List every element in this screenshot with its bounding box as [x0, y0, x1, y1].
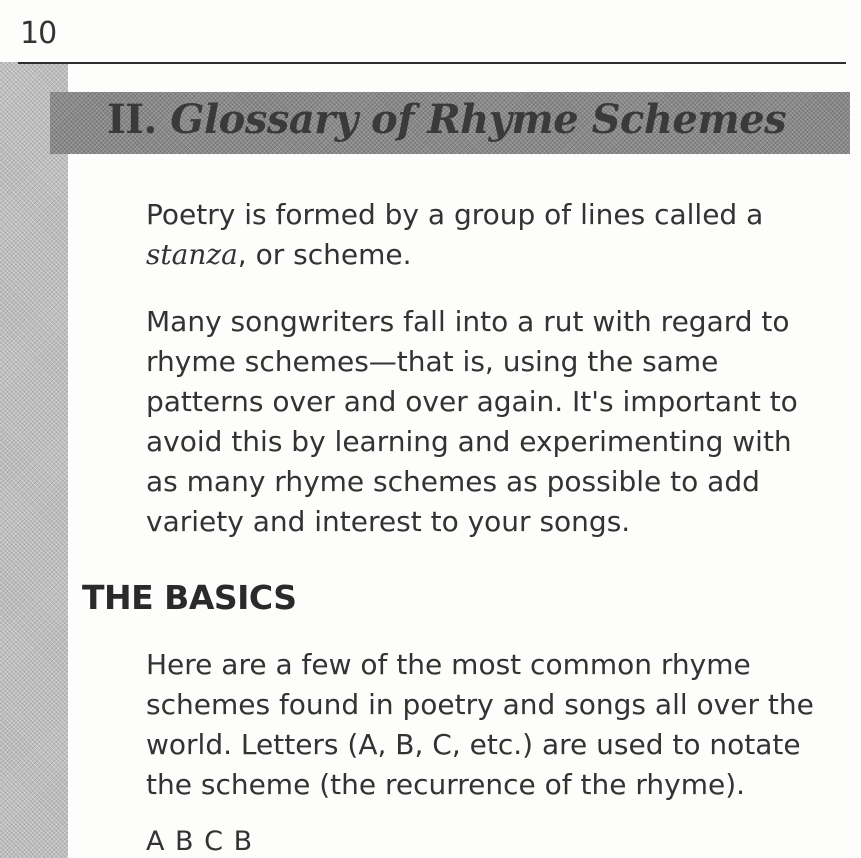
paragraph-line: Here are a few of the most common rhyme [146, 648, 751, 681]
header-rule [18, 62, 846, 64]
paragraph-line: variety and interest to your songs. [146, 505, 631, 538]
chapter-title [107, 96, 786, 143]
paragraph-line: avoid this by learning and experimenting with [146, 425, 792, 458]
paragraph-line: world. Letters (A, B, C, etc.) are used to notate [146, 728, 801, 761]
paragraph-line: Many songwriters fall into a rut with regard to [146, 305, 790, 338]
paragraph-line: as many rhyme schemes as possible to add [146, 465, 760, 498]
chapter-numeral: II. [107, 96, 157, 143]
paragraph-line: patterns over and over again. It's important to [146, 385, 798, 418]
page-number-area [0, 0, 68, 62]
chapter-title-bar [50, 92, 850, 154]
paragraph-line [146, 235, 846, 275]
intro-paragraph-1 [146, 195, 846, 275]
section-heading-basics: THE BASICS [82, 578, 297, 617]
paragraph-fragment: , or scheme. [237, 238, 412, 271]
paragraph-line: Poetry is formed by a group of lines called a [146, 198, 764, 231]
paragraph-line: the scheme (the recurrence of the rhyme). [146, 768, 746, 801]
chapter-title-text: Glossary of Rhyme Schemes [170, 96, 787, 143]
page-number: 10 [20, 16, 57, 51]
intro-paragraph-2 [146, 302, 846, 542]
stanza-term: stanza [146, 238, 238, 271]
rhyme-scheme-label: A B C B [146, 826, 254, 857]
basics-paragraph [146, 645, 846, 805]
paragraph-line: rhyme schemes—that is, using the same [146, 345, 719, 378]
paragraph-line: schemes found in poetry and songs all over the [146, 688, 814, 721]
